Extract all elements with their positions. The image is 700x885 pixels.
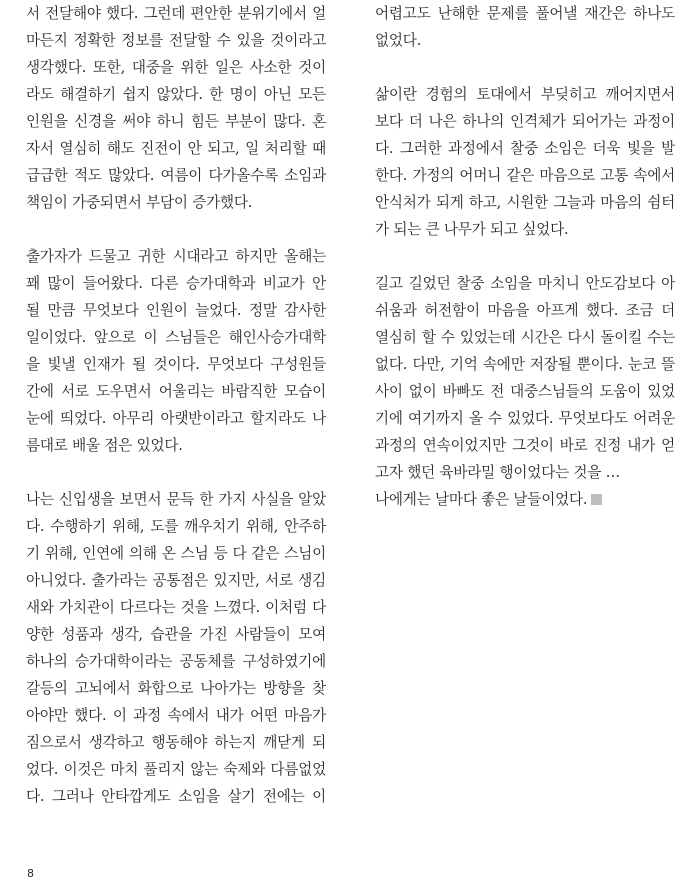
text-line-final: [375, 486, 675, 513]
end-mark-icon: [591, 494, 602, 505]
text-line: 과정의 연속이었지만 그것이 바로 진정 내가 얻: [375, 437, 675, 454]
paragraph-gap: [375, 54, 675, 81]
paragraph: [375, 270, 675, 513]
text-line: 없다. 다만, 기억 속에만 저장될 뿐이다. 눈코 뜰: [375, 356, 675, 373]
text-line: 생각했다. 또한, 대중을 위한 일은 사소한 것이: [26, 59, 326, 76]
text-line: 책임이 가중되면서 부담이 증가했다.: [26, 194, 253, 211]
text-line: 기에 여기까지 올 수 있었다. 무엇보다도 어려운: [375, 410, 675, 427]
text-line: 꽤 많이 들어왔다. 다른 승가대학과 비교가 안: [26, 275, 326, 292]
text-line: 아니었다. 출가라는 공통점은 있지만, 서로 생김: [26, 572, 326, 589]
text-line: 새와 가치관이 다르다는 것을 느꼈다. 이처럼 다: [26, 599, 326, 616]
text-line: 눈에 띄었다. 아무리 아랫반이라고 할지라도 나: [26, 410, 326, 427]
text-line: 간에 서로 도우면서 어울리는 바람직한 모습이: [26, 383, 326, 400]
text-line: 름대로 배울 점은 있었다.: [26, 437, 183, 454]
text-line: 짐으로서 생각하고 행동해야 하는지 깨닫게 되: [26, 734, 326, 751]
text-line: 보다 더 나은 하나의 인격체가 되어가는 과정이: [375, 113, 675, 130]
final-sentence: 나에게는 날마다 좋은 날들이었다.: [375, 491, 588, 508]
text-line: 급급한 적도 많았다. 여름이 다가올수록 소임과: [26, 167, 326, 184]
paragraph: [375, 0, 675, 54]
text-line: 양한 성품과 생각, 습관을 가진 사람들이 모여: [26, 626, 326, 643]
text-line: 다. 수행하기 위해, 도를 깨우치기 위해, 안주하: [26, 518, 326, 535]
text-line: 쉬움과 허전함이 마음을 아프게 했다. 조금 더: [375, 302, 675, 319]
text-line: 었다. 이것은 마치 풀리지 않는 숙제와 다름없었: [26, 761, 326, 778]
text-line: 아야만 했다. 이 과정 속에서 내가 어떤 마음가: [26, 707, 326, 724]
paragraph: [26, 486, 326, 810]
text-line: 다. 그러나 안타깝게도 소임을 살기 전에는 이: [26, 788, 326, 805]
text-line: 고자 했던 육바라밀 행이었다는 것을 …: [375, 464, 621, 481]
text-line: 안식처가 되게 하고, 시원한 그늘과 마음의 쉼터: [375, 194, 675, 211]
text-line: 사이 없이 바빠도 전 대중스님들의 도움이 있었: [375, 383, 675, 400]
paragraph-gap: [26, 216, 326, 243]
text-line: 인원을 신경을 써야 하니 힘든 부분이 많다. 혼: [26, 113, 326, 130]
text-line: 삶이란 경험의 토대에서 부딪히고 깨어지면서: [375, 86, 675, 103]
paragraph: [375, 81, 675, 243]
text-line: 출가자가 드물고 귀한 시대라고 하지만 올해는: [26, 248, 326, 265]
text-line: 다. 그러한 과정에서 찰중 소임은 더욱 빛을 발: [375, 140, 675, 157]
text-line: 가 되는 큰 나무가 되고 싶었다.: [375, 221, 569, 238]
text-line: 하나의 승가대학이라는 공동체를 구성하였기에: [26, 653, 326, 670]
text-line: 자서 열심히 해도 진전이 안 되고, 일 처리할 때: [26, 140, 326, 157]
text-line: 어렵고도 난해한 문제를 풀어낼 재간은 하나도: [375, 5, 675, 22]
left-column: [26, 0, 326, 810]
text-line: 한다. 가정의 어머니 같은 마음으로 고통 속에서: [375, 167, 675, 184]
paragraph-gap: [375, 243, 675, 270]
text-line: 될 만큼 무엇보다 인원이 늘었다. 정말 감사한: [26, 302, 326, 319]
text-line: 없었다.: [375, 32, 422, 49]
text-line: 기 위해, 인연에 의해 온 스님 등 다 같은 스님이: [26, 545, 326, 562]
paragraph-gap: [26, 459, 326, 486]
text-line: 마든지 정확한 정보를 전달할 수 있을 것이라고: [26, 32, 326, 49]
text-line: 갈등의 고뇌에서 화합으로 나아가는 방향을 찾: [26, 680, 326, 697]
text-line: 나는 신입생을 보면서 문득 한 가지 사실을 알았: [26, 491, 326, 508]
text-line: 서 전달해야 했다. 그런데 편안한 분위기에서 얼: [26, 5, 326, 22]
page-number: 8: [27, 867, 34, 880]
text-line: 을 빛낼 인재가 될 것이다. 무엇보다 구성원들: [26, 356, 326, 373]
text-line: 라도 해결하기 쉽지 않았다. 한 명이 아닌 모든: [26, 86, 326, 103]
text-line: 길고 길었던 찰중 소임을 마치니 안도감보다 아: [375, 275, 675, 292]
text-line: 열심히 할 수 있었는데 시간은 다시 돌이킬 수는: [375, 329, 675, 346]
paragraph: [26, 0, 326, 216]
right-column: [375, 0, 675, 513]
text-line: 일이었다. 앞으로 이 스님들은 해인사승가대학: [26, 329, 326, 346]
paragraph: [26, 243, 326, 459]
